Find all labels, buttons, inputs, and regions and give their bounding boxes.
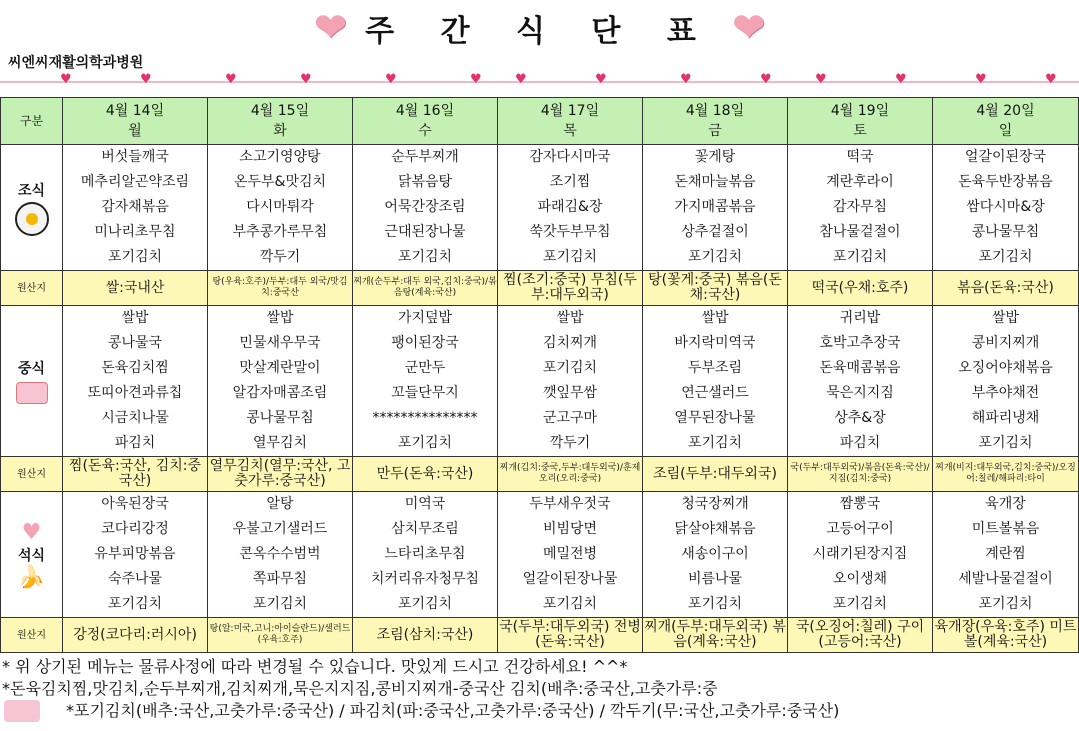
note-line: *돈육김치찜,맛김치,순두부찌개,김치찌개,묵은지지짐,콩비지찌개-중국산 김치(배추:중국산,고춧가루:중	[2, 679, 718, 698]
menu-item: 비름나물	[687, 571, 743, 587]
menu-item: 오이생채	[832, 571, 888, 587]
menu-item: 메밀전병	[542, 546, 598, 562]
menu-item: 바지락미역국	[674, 335, 756, 351]
day-header	[63, 98, 208, 145]
menu-item: 두부새우젓국	[529, 496, 611, 512]
origin-cell: 찌개(순두부:대두 외국,김치:중국)/볶음탕(계육:국산)	[353, 271, 498, 306]
menu-item: 군고구마	[542, 410, 598, 426]
menu-item: 돈육두반장볶음	[958, 174, 1053, 190]
menu-cell	[63, 492, 208, 618]
menu-item: 삼치무조림	[391, 521, 459, 537]
menu-item: 시금치나물	[101, 410, 169, 426]
deco-heart-icon: ♥	[680, 72, 692, 87]
menu-item: 청국장찌개	[681, 496, 749, 512]
menu-item: 부추야채전	[971, 385, 1040, 401]
menu-item: 유부피망볶음	[94, 546, 176, 562]
origin-row	[1, 271, 1079, 306]
menu-item: 치커리유자청무침	[370, 571, 480, 587]
menu-item: 포기김치	[397, 435, 453, 451]
meal-row	[1, 306, 1079, 457]
origin-cell: 국(두부:대두외국)/볶음(돈육:국산)/지짐(김치:중국)	[788, 457, 933, 492]
deco-heart-icon: ♥	[815, 72, 827, 87]
deco-heart-icon: ♥	[225, 72, 237, 87]
menu-item: 돈육매콤볶음	[819, 360, 901, 376]
origin-cell: 찜(돈육:국산, 김치:중국산)	[63, 457, 208, 492]
meal-label	[1, 492, 63, 618]
menu-cell	[63, 145, 208, 271]
menu-item: 쌀밥	[556, 310, 584, 326]
heart-icon: ♥	[21, 519, 42, 545]
origin-cell: 국(두부:대두외국) 전병(돈육:국산)	[498, 618, 643, 653]
menu-item: 포기김치	[542, 249, 598, 265]
menu-item: 김치찌개	[542, 335, 598, 351]
menu-item: 열무된장나물	[674, 410, 756, 426]
menu-item: 콘옥수수범벅	[239, 546, 321, 562]
menu-item: 포기김치	[397, 249, 453, 265]
menu-item: 포기김치	[978, 435, 1033, 451]
menu-item: 포기김치	[832, 596, 888, 612]
menu-cell	[353, 492, 498, 618]
menu-item: 닭살야채볶음	[674, 521, 756, 537]
menu-item: 포기김치	[978, 596, 1033, 612]
day-date: 4월 14일	[105, 103, 165, 119]
menu-item: 메추리알곤약조림	[80, 174, 190, 190]
menu-cell	[933, 306, 1079, 457]
menu-item: 미역국	[404, 496, 446, 512]
deco-heart-icon: ♥	[385, 72, 397, 87]
origin-cell: 찌개(두부:대두외국) 볶음(계육:국산)	[643, 618, 788, 653]
menu-item: 쌀밥	[991, 310, 1020, 326]
header-row	[1, 98, 1079, 145]
origin-cell: 조림(삼치:국산)	[353, 618, 498, 653]
menu-item: 부추콩가루무침	[232, 224, 328, 240]
menu-item: 알탕	[266, 496, 294, 512]
day-of-week: 목	[563, 123, 577, 139]
origin-cell: 강정(코다리:러시아)	[63, 618, 208, 653]
menu-cell	[933, 492, 1079, 618]
menu-cell	[643, 492, 788, 618]
menu-item: 포기김치	[687, 435, 743, 451]
day-date: 4월 18일	[685, 103, 745, 119]
menu-item: 코다리강정	[101, 521, 169, 537]
menu-item: 상추겉절이	[681, 224, 749, 240]
menu-cell	[498, 492, 643, 618]
menu-cell	[63, 306, 208, 457]
day-of-week: 수	[418, 123, 432, 139]
menu-item: 꼬들단무지	[391, 385, 459, 401]
menu-item: 포기김치	[107, 596, 163, 612]
menu-item: 오징어야채볶음	[958, 360, 1053, 376]
origin-cell: 조림(두부:대두외국)	[643, 457, 788, 492]
heart-icon: ❤	[731, 5, 766, 51]
origin-cell: 육개장(우육:호주) 미트볼(계육:국산)	[933, 618, 1079, 653]
day-date: 4월 19일	[830, 103, 890, 119]
day-header	[643, 98, 788, 145]
origin-cell: 국(오징어:칠레) 구이(고등어:국산)	[788, 618, 933, 653]
menu-item: 비빔당면	[542, 521, 598, 537]
menu-item: 쑥갓두부무침	[529, 224, 611, 240]
menu-item: 포기김치	[832, 249, 888, 265]
menu-item: 묵은지지짐	[826, 385, 894, 401]
menu-item: 감자무침	[832, 199, 888, 215]
day-of-week: 일	[998, 123, 1013, 139]
day-of-week: 금	[708, 123, 722, 139]
menu-item: 알감자매콤조림	[232, 385, 328, 401]
menu-item: 세발나물겉절이	[958, 571, 1053, 587]
menu-item: 쌈다시마&장	[966, 199, 1045, 215]
menu-item: 돈채마늘볶음	[674, 174, 756, 190]
menu-item: 가지덮밥	[397, 310, 453, 326]
menu-item: 콩비지찌개	[971, 335, 1040, 351]
menu-item: 깍두기	[259, 249, 301, 265]
menu-item: 귀리밥	[839, 310, 881, 326]
menu-item: 팽이된장국	[391, 335, 459, 351]
menu-item: 콩나물국	[107, 335, 163, 351]
day-date: 4월 17일	[540, 103, 600, 119]
menu-item: 깍두기	[549, 435, 591, 451]
menu-item: 숙주나물	[107, 571, 163, 587]
menu-item: 연근샐러드	[681, 385, 749, 401]
menu-cell	[643, 306, 788, 457]
menu-item: 꽃게탕	[694, 149, 736, 165]
menu-cell	[933, 145, 1079, 271]
menu-item: 포기김치	[107, 249, 163, 265]
origin-cell: 떡국(우채:호주)	[788, 271, 933, 306]
meal-row	[1, 145, 1079, 271]
menu-item: 어묵간장조림	[384, 199, 466, 215]
menu-item: 포기김치	[397, 596, 453, 612]
hospital-name: 씨엔씨재활의학과병원	[8, 55, 144, 71]
menu-item: 새송이구이	[681, 546, 749, 562]
cake-icon	[4, 700, 40, 722]
origin-cell: 열무김치(열무:국산, 고춧가루:중국산)	[208, 457, 353, 492]
note-line: * 위 상기된 메뉴는 물류사정에 따라 변경될 수 있습니다. 맛있게 드시고 건강하세요! ^^*	[2, 657, 628, 676]
note-line: *포기김치(배추:국산,고춧가루:중국산) / 파김치(파:중국산,고춧가루:중국산) / 깍두기(무:국산,고춧가루:중국산)	[66, 701, 840, 720]
deco-heart-icon: ♥	[140, 72, 152, 87]
deco-heart-icon: ♥	[60, 72, 72, 87]
menu-item: 포기김치	[542, 596, 598, 612]
cake-icon	[16, 382, 48, 404]
menu-item: 미나리초무침	[94, 224, 176, 240]
menu-item: 포기김치	[687, 249, 743, 265]
menu-cell	[788, 306, 933, 457]
menu-cell	[498, 145, 643, 271]
menu-cell	[208, 492, 353, 618]
origin-label: 원산지	[1, 457, 63, 492]
menu-cell	[208, 145, 353, 271]
menu-item: 맛살계란말이	[239, 360, 321, 376]
menu-item: 우불고기샐러드	[232, 521, 328, 537]
deco-heart-icon: ♥	[975, 72, 987, 87]
menu-item: 상추&장	[834, 410, 886, 426]
origin-cell: 탕(꽃게:중국) 볶음(돈채:국산)	[643, 271, 788, 306]
fried-egg-icon	[15, 202, 49, 236]
menu-cell	[788, 145, 933, 271]
origin-cell: 찌개(김치:중국,두부:대두외국)/훈제오리(오리:중국)	[498, 457, 643, 492]
menu-cell	[208, 306, 353, 457]
day-date: 4월 16일	[395, 103, 455, 119]
origin-label: 원산지	[1, 271, 63, 306]
menu-item: 해파리냉채	[971, 410, 1040, 426]
menu-item: 깻잎무쌈	[542, 385, 598, 401]
meal-label	[1, 145, 63, 271]
day-header	[208, 98, 353, 145]
menu-item: 열무김치	[252, 435, 308, 451]
banana-icon: 🍌	[17, 564, 46, 590]
menu-item: 조기찜	[549, 174, 591, 190]
gubun-label: 구분	[1, 98, 63, 145]
menu-item: 온두부&맛김치	[233, 174, 327, 190]
menu-item: 시래기된장지짐	[812, 546, 908, 562]
menu-item: 소고기영양탕	[239, 149, 321, 165]
menu-item: 참나물겉절이	[819, 224, 901, 240]
menu-item: 얼갈이된장국	[964, 149, 1047, 165]
deco-heart-icon: ♥	[595, 72, 607, 87]
heart-icon: ❤	[313, 5, 348, 51]
menu-item: 감자채볶음	[101, 199, 169, 215]
menu-item: 고등어구이	[826, 521, 894, 537]
origin-cell: 탕(우육:호주)/두부:대두 외국/맛김치:중국산	[208, 271, 353, 306]
page-title: 주 간 식 단 표	[365, 14, 714, 49]
heart-divider	[0, 72, 1079, 88]
day-of-week: 토	[853, 123, 867, 139]
menu-item: 감자다시마국	[529, 149, 611, 165]
origin-cell: 찜(조기:중국) 무침(두부:대두외국)	[498, 271, 643, 306]
menu-cell	[498, 306, 643, 457]
menu-item: 콩나물무침	[971, 224, 1040, 240]
day-header	[933, 98, 1079, 145]
menu-item: 두부조림	[687, 360, 743, 376]
menu-item: 아욱된장국	[101, 496, 169, 512]
deco-heart-icon: ♥	[300, 72, 312, 87]
deco-heart-icon: ♥	[760, 72, 772, 87]
menu-item: 쌀밥	[266, 310, 294, 326]
origin-row	[1, 618, 1079, 653]
menu-item: 콩나물무침	[246, 410, 314, 426]
weekly-menu-table	[0, 97, 1079, 653]
meal-label-text: 조식	[17, 182, 46, 199]
origin-cell: 탕(알:미국,고니:아이슬란드)/샐러드(우육:호주)	[208, 618, 353, 653]
menu-item: 떡국	[846, 149, 874, 165]
menu-item: 미트볼볶음	[971, 521, 1040, 537]
origin-cell: 쌀:국내산	[63, 271, 208, 306]
menu-item: 포기김치	[687, 596, 743, 612]
day-header	[353, 98, 498, 145]
deco-heart-icon: ♥	[1045, 72, 1057, 87]
menu-item: 파래김&장	[537, 199, 603, 215]
day-of-week: 월	[128, 123, 142, 139]
menu-item: 쪽파무침	[252, 571, 308, 587]
menu-item: ***************	[372, 410, 478, 426]
menu-item: 파김치	[839, 435, 881, 451]
menu-item: 닭볶음탕	[397, 174, 453, 190]
menu-item: 파김치	[114, 435, 156, 451]
menu-item: 가지매콤볶음	[674, 199, 756, 215]
deco-heart-icon: ♥	[470, 72, 482, 87]
menu-cell	[788, 492, 933, 618]
day-of-week: 화	[273, 123, 287, 139]
menu-item: 쌀밥	[121, 310, 149, 326]
menu-cell	[353, 306, 498, 457]
menu-item: 순두부찌개	[391, 149, 459, 165]
meal-label	[1, 306, 63, 457]
title-bar	[0, 6, 1079, 50]
menu-item: 계란찜	[985, 546, 1026, 562]
menu-cell	[353, 145, 498, 271]
day-header	[498, 98, 643, 145]
menu-item: 얼갈이된장나물	[522, 571, 618, 587]
deco-heart-icon: ♥	[895, 72, 907, 87]
day-header	[788, 98, 933, 145]
menu-item: 군만두	[404, 360, 446, 376]
meal-label-text: 석식	[17, 547, 46, 564]
menu-item: 쌀밥	[701, 310, 729, 326]
deco-heart-icon: ♥	[515, 72, 527, 87]
menu-item: 계란후라이	[826, 174, 894, 190]
meal-label-text: 중식	[17, 361, 46, 377]
menu-item: 포기김치	[978, 249, 1033, 265]
menu-item: 민물새우무국	[239, 335, 321, 351]
menu-item: 버섯들깨국	[101, 149, 169, 165]
menu-item: 짬뽕국	[839, 496, 881, 512]
menu-item: 포기김치	[542, 360, 598, 376]
menu-item: 돈육김치찜	[101, 360, 169, 376]
day-date: 4월 20일	[976, 103, 1035, 119]
notes	[2, 656, 1077, 722]
menu-item: 근대된장나물	[384, 224, 466, 240]
menu-item: 호박고추장국	[819, 335, 901, 351]
menu-cell	[643, 145, 788, 271]
menu-item: 육개장	[985, 496, 1026, 512]
menu-item: 다시마튀각	[246, 199, 314, 215]
menu-item: 느타리초무침	[384, 546, 466, 562]
origin-cell: 만두(돈육:국산)	[353, 457, 498, 492]
origin-cell: 볶음(돈육:국산)	[933, 271, 1079, 306]
origin-label: 원산지	[1, 618, 63, 653]
day-date: 4월 15일	[250, 103, 310, 119]
origin-row	[1, 457, 1079, 492]
origin-cell: 찌개(비지:대두외국,김치:중국)/오징어:칠레/해파리:타이	[933, 457, 1079, 492]
menu-item: 또띠아견과류칩	[87, 385, 183, 401]
menu-item: 포기김치	[252, 596, 308, 612]
meal-row	[1, 492, 1079, 618]
